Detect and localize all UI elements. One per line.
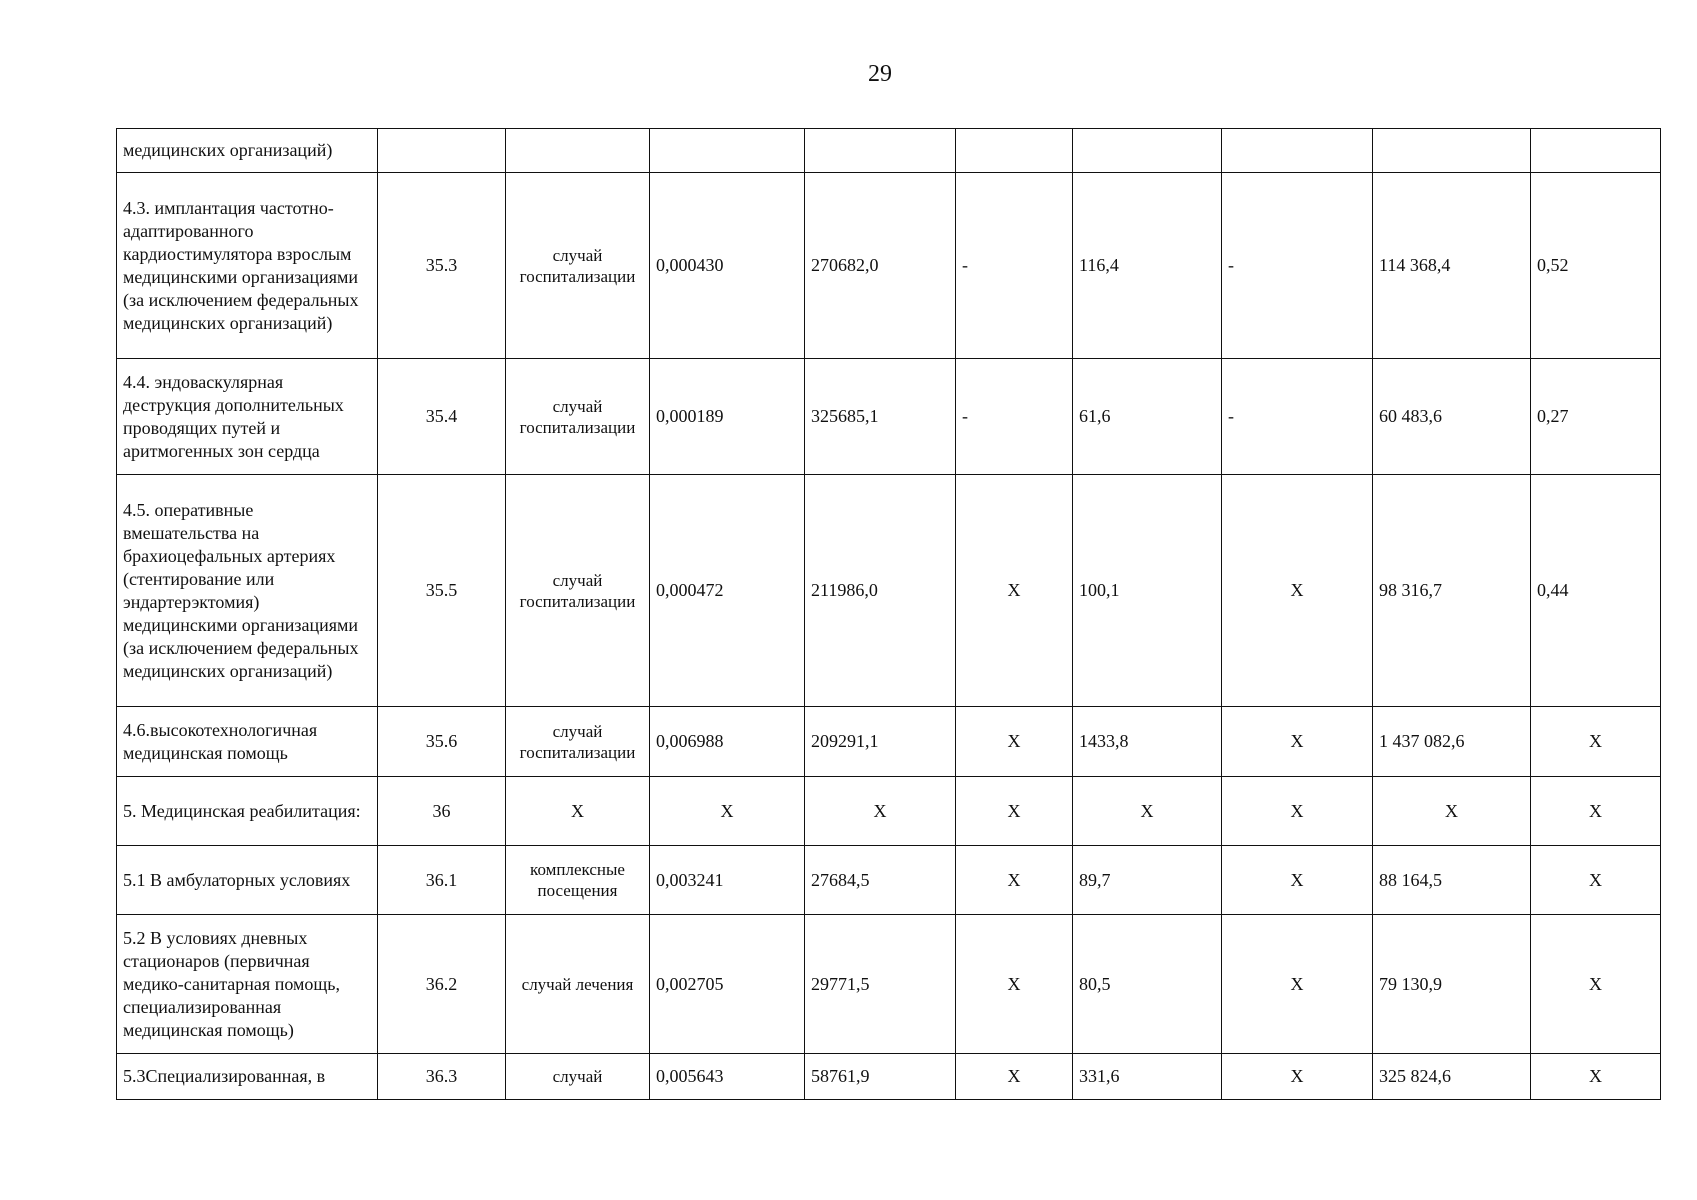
row-value-7: X [1531, 846, 1661, 915]
table-row [117, 173, 1661, 359]
row-value-4: 89,7 [1073, 846, 1222, 915]
table-row [117, 129, 1661, 173]
row-value-4: 1433,8 [1073, 707, 1222, 777]
row-value-1: 0,005643 [650, 1054, 805, 1100]
row-value-7: X [1531, 1054, 1661, 1100]
row-value-2: 270682,0 [805, 173, 956, 359]
row-code: 35.3 [378, 173, 506, 359]
row-value-3: X [956, 915, 1073, 1054]
row-unit: случай госпитализации [506, 707, 650, 777]
row-value-1: X [650, 777, 805, 846]
row-unit: случай госпитализации [506, 359, 650, 475]
row-value-4 [1073, 129, 1222, 173]
table-row [117, 777, 1661, 846]
table-row [117, 846, 1661, 915]
row-code: 35.4 [378, 359, 506, 475]
row-value-5: X [1222, 1054, 1373, 1100]
row-value-6: 79 130,9 [1373, 915, 1531, 1054]
row-value-4: 116,4 [1073, 173, 1222, 359]
row-unit: X [506, 777, 650, 846]
row-value-4: 331,6 [1073, 1054, 1222, 1100]
row-value-2: 325685,1 [805, 359, 956, 475]
row-value-6 [1373, 129, 1531, 173]
row-name: 5.3Специализированная, в [117, 1054, 378, 1100]
row-value-2: 58761,9 [805, 1054, 956, 1100]
row-value-2: X [805, 777, 956, 846]
row-value-5: X [1222, 846, 1373, 915]
row-value-3: - [956, 173, 1073, 359]
row-value-2 [805, 129, 956, 173]
row-value-6: 114 368,4 [1373, 173, 1531, 359]
row-value-3: - [956, 359, 1073, 475]
row-value-6: X [1373, 777, 1531, 846]
table-row [117, 915, 1661, 1054]
row-value-1: 0,003241 [650, 846, 805, 915]
row-value-2: 211986,0 [805, 475, 956, 707]
row-name: 5.1 В амбулаторных условиях [117, 846, 378, 915]
row-value-5 [1222, 129, 1373, 173]
row-value-4: 61,6 [1073, 359, 1222, 475]
row-value-1: 0,002705 [650, 915, 805, 1054]
row-value-3: X [956, 846, 1073, 915]
row-value-3 [956, 129, 1073, 173]
row-value-1: 0,006988 [650, 707, 805, 777]
row-value-1: 0,000430 [650, 173, 805, 359]
table-row [117, 359, 1661, 475]
row-value-1: 0,000189 [650, 359, 805, 475]
row-code: 36.2 [378, 915, 506, 1054]
row-value-1 [650, 129, 805, 173]
row-unit: случай [506, 1054, 650, 1100]
row-value-2: 29771,5 [805, 915, 956, 1054]
row-value-3: X [956, 707, 1073, 777]
table-row [117, 475, 1661, 707]
row-code: 35.5 [378, 475, 506, 707]
row-value-7: X [1531, 777, 1661, 846]
table-row [117, 1054, 1661, 1100]
row-code: 35.6 [378, 707, 506, 777]
data-table [116, 128, 1661, 1100]
row-value-5: X [1222, 707, 1373, 777]
row-value-6: 98 316,7 [1373, 475, 1531, 707]
row-code [378, 129, 506, 173]
row-unit: случай госпитализации [506, 173, 650, 359]
row-value-6: 60 483,6 [1373, 359, 1531, 475]
row-value-2: 209291,1 [805, 707, 956, 777]
row-value-4: X [1073, 777, 1222, 846]
row-value-5: X [1222, 475, 1373, 707]
row-value-7: 0,52 [1531, 173, 1661, 359]
row-name: 4.5. оперативные вмешательства на брахиоцефальных артериях (стентирование или эндартерэктомия) медицинскими организациями (за исключением федеральных медицинских организаций) [117, 475, 378, 707]
row-value-7: X [1531, 915, 1661, 1054]
row-value-4: 80,5 [1073, 915, 1222, 1054]
row-name: 4.6.высокотехнологичная медицинская помощь [117, 707, 378, 777]
row-value-5: X [1222, 777, 1373, 846]
row-value-1: 0,000472 [650, 475, 805, 707]
row-value-7 [1531, 129, 1661, 173]
row-value-6: 1 437 082,6 [1373, 707, 1531, 777]
row-code: 36.3 [378, 1054, 506, 1100]
row-unit: комплексные посещения [506, 846, 650, 915]
row-value-5: X [1222, 915, 1373, 1054]
row-value-6: 88 164,5 [1373, 846, 1531, 915]
row-value-3: X [956, 1054, 1073, 1100]
row-value-3: X [956, 475, 1073, 707]
table-row [117, 707, 1661, 777]
row-value-7: X [1531, 707, 1661, 777]
row-name: медицинских организаций) [117, 129, 378, 173]
row-value-7: 0,27 [1531, 359, 1661, 475]
row-name: 4.3. имплантация частотно-адаптированного кардиостимулятора взрослым медицинскими организациями (за исключением федеральных медицинских организаций) [117, 173, 378, 359]
row-unit [506, 129, 650, 173]
row-name: 4.4. эндоваскулярная деструкция дополнительных проводящих путей и аритмогенных зон сердца [117, 359, 378, 475]
row-value-7: 0,44 [1531, 475, 1661, 707]
row-value-2: 27684,5 [805, 846, 956, 915]
row-value-4: 100,1 [1073, 475, 1222, 707]
row-name: 5.2 В условиях дневных стационаров (первичная медико-санитарная помощь, специализированная медицинская помощь) [117, 915, 378, 1054]
row-value-6: 325 824,6 [1373, 1054, 1531, 1100]
row-value-5: - [1222, 359, 1373, 475]
row-code: 36.1 [378, 846, 506, 915]
page-number: 29 [868, 61, 892, 87]
row-value-3: X [956, 777, 1073, 846]
row-name: 5. Медицинская реабилитация: [117, 777, 378, 846]
row-code: 36 [378, 777, 506, 846]
row-value-5: - [1222, 173, 1373, 359]
row-unit: случай лечения [506, 915, 650, 1054]
row-unit: случай госпитализации [506, 475, 650, 707]
